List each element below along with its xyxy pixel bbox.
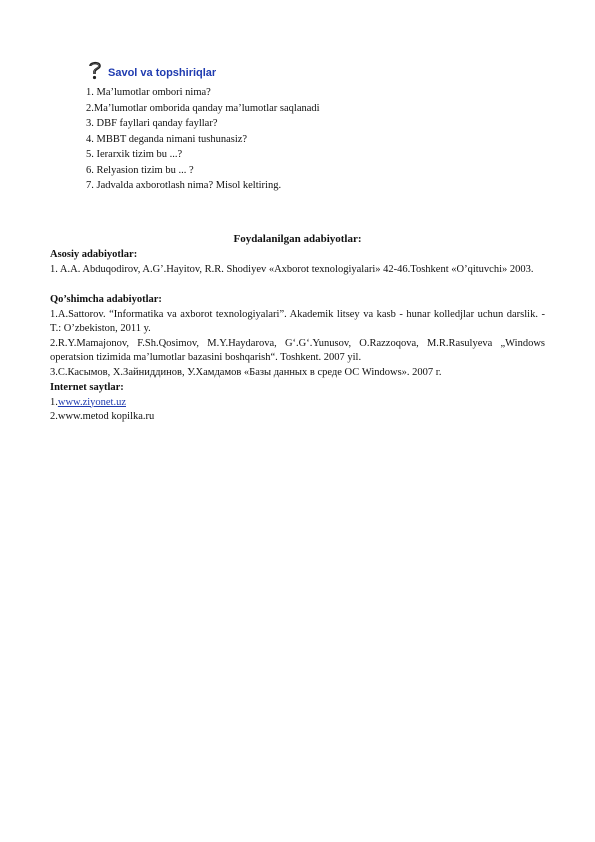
extra-literature-section xyxy=(50,293,545,380)
main-literature-section xyxy=(50,248,545,277)
question-item: 5. Ierarxik tizim bu ...? xyxy=(86,149,183,160)
question-mark-icon xyxy=(86,60,104,80)
ziyonet-link[interactable]: www.ziyonet.uz xyxy=(57,396,127,408)
question-item: 3. DBF fayllari qanday fayllar? xyxy=(86,118,218,129)
question-item: 6. Relyasion tizim bu ... ? xyxy=(86,164,194,176)
extra-literature-heading: Qo’shimcha adabiyotlar: xyxy=(50,294,162,305)
literature-item: 1. A.A. Abduqodirov, A.G’.Hayitov, R.R. Shodiyev «Axborot texnologiyalari» 42-46.Toshkent «O’qituvchi» 2003. xyxy=(50,263,534,275)
sources-title: Foydalanilgan adabiyotlar: xyxy=(233,233,362,245)
questions-title: Savol va topshiriqlar xyxy=(108,67,217,79)
question-item: 4. MBBT deganda nimani tushunasiz? xyxy=(86,133,248,145)
question-item: 2.Ma’lumotlar omborida qanday ma’lumotlar saqlanadi xyxy=(86,102,320,114)
main-literature-heading: Asosiy adabiyotlar: xyxy=(50,249,138,260)
literature-item: 3.С.Касымов, Х.Зайниддинов, У.Хамдамов «Базы данных в среде ОС Windows». 2007 г. xyxy=(50,366,442,378)
internet-site-item xyxy=(50,396,545,411)
internet-site-item: 2.www.metod kopilka.ru xyxy=(50,411,155,422)
question-item: 7. Jadvalda axborotlash nima? Misol keltiring. xyxy=(86,180,282,191)
literature-item: 1.A.Sattorov. “Informatika va axborot texnologiyalari”. Akademik litsey va kasb - hunar kolledjlar uchun darslik. - T.: O’zbekiston, 2011 y. xyxy=(50,308,545,334)
internet-sites-section xyxy=(50,381,545,425)
literature-item: 2.R.Y.Mamajonov, F.Sh.Qosimov, M.Y.Haydarova, G‘.G‘.Yunusov, O.Razzoqova, M.R.Rasulyeva „Windows operatsion tizimida ma’lumotlar bazasini boshqarish“. Toshkent. 2007 yil. xyxy=(50,337,545,363)
item-number: 1. xyxy=(50,396,58,408)
question-item: 1. Ma’lumotlar ombori nima? xyxy=(86,87,211,98)
questions-list xyxy=(86,85,320,194)
internet-sites-heading: Internet saytlar: xyxy=(50,382,124,393)
